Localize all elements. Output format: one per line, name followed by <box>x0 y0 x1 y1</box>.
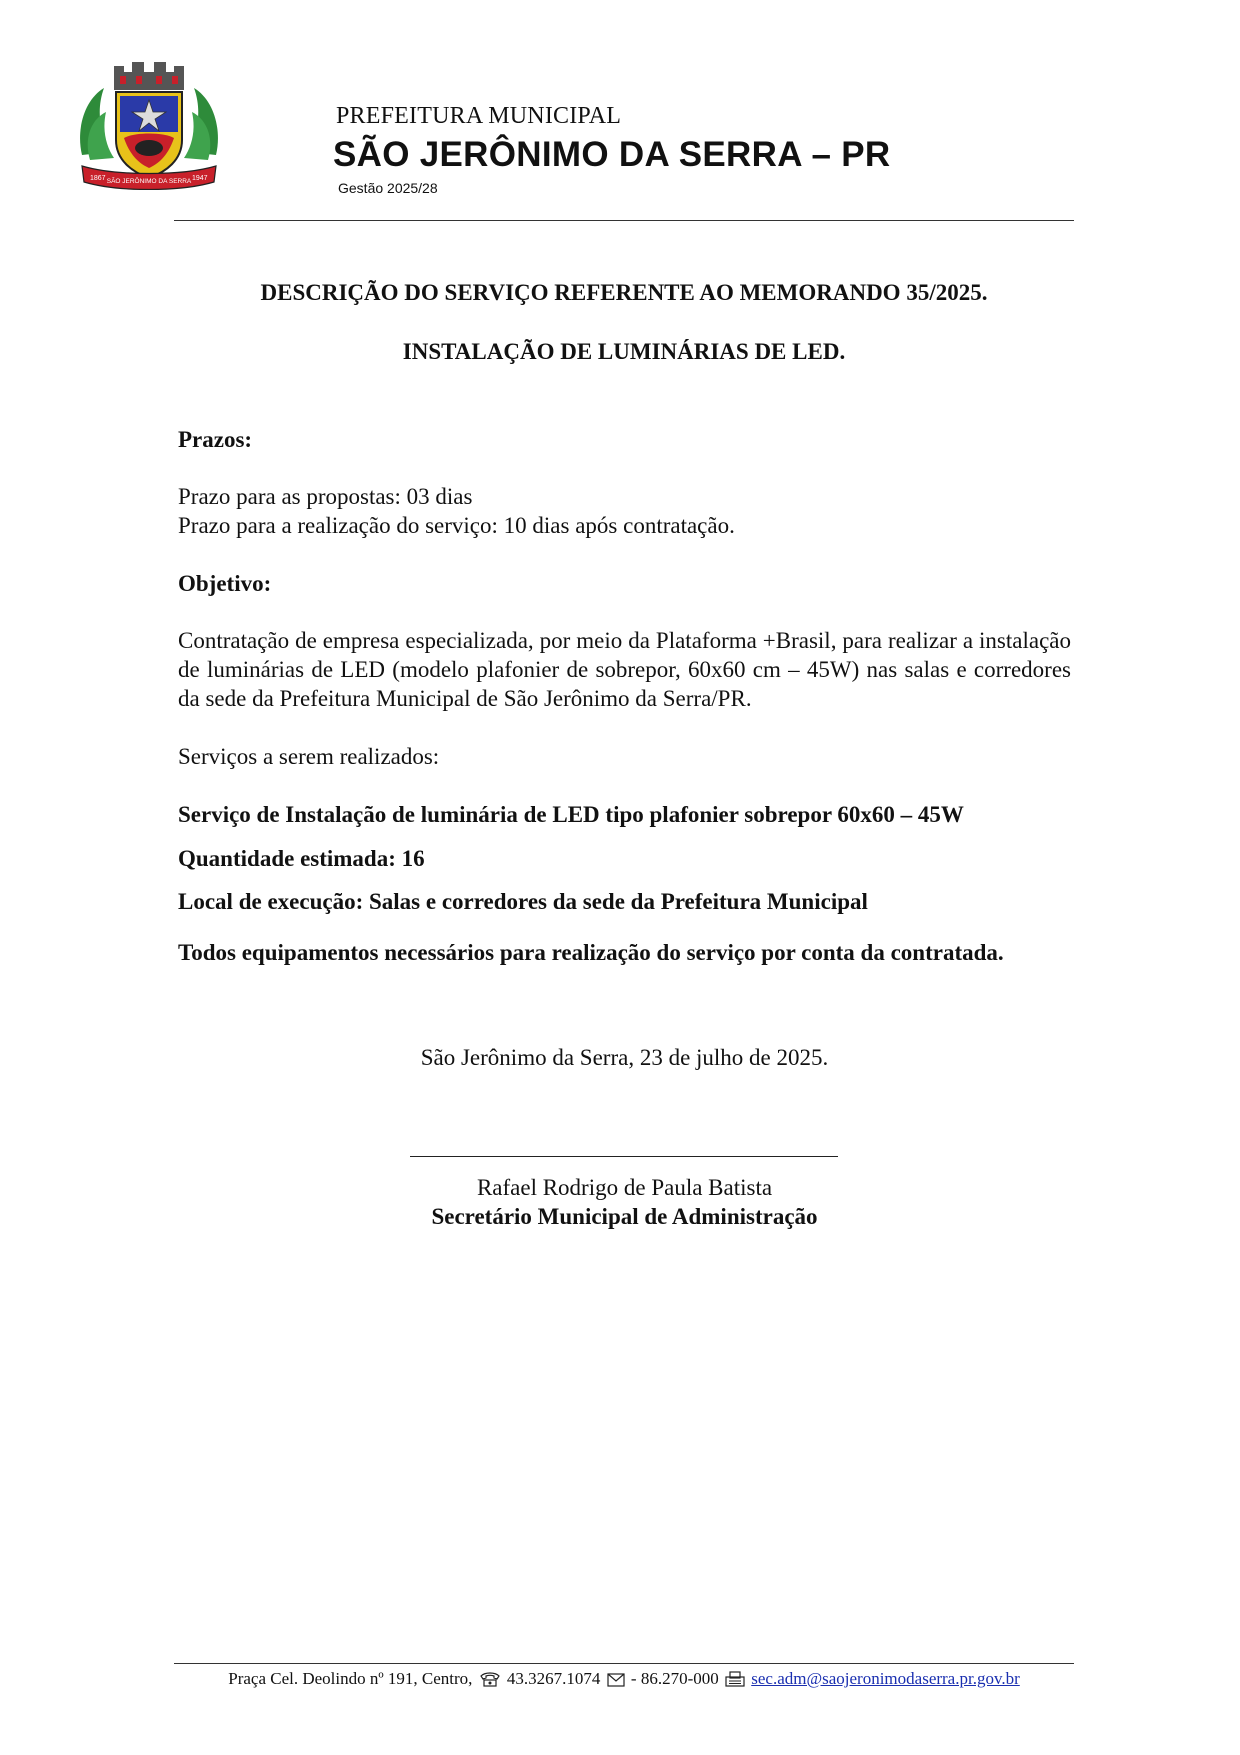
signature-line <box>410 1156 838 1157</box>
footer-phone: 43.3267.1074 <box>506 1669 601 1688</box>
prazo-servico: Prazo para a realização do serviço: 10 dias após contratação. <box>178 513 735 538</box>
servicos-intro: Serviços a serem realizados: <box>178 744 440 769</box>
envelope-icon <box>607 1673 625 1687</box>
crest-banner-left: 1867 <box>90 175 106 182</box>
email-icon <box>725 1671 745 1687</box>
header-municipality: SÃO JERÔNIMO DA SERRA – PR <box>333 135 891 174</box>
prazos-heading: Prazos: <box>178 427 253 452</box>
municipal-crest-logo <box>76 60 222 190</box>
document-date: São Jerônimo da Serra, 23 de julho de 2025. <box>420 1045 829 1070</box>
crest-banner-right: 1947 <box>192 175 208 182</box>
servico-item-description: Serviço de Instalação de luminária de LED tipo plafonier sobrepor 60x60 – 45W <box>178 802 964 827</box>
footer-email-link[interactable]: sec.adm@saojeronimodaserra.pr.gov.br <box>751 1669 1020 1688</box>
document-subtitle: INSTALAÇÃO DE LUMINÁRIAS DE LED. <box>402 339 846 364</box>
objetivo-heading: Objetivo: <box>178 571 272 596</box>
header-gestao: Gestão 2025/28 <box>338 180 438 196</box>
footer-divider <box>174 1663 1074 1664</box>
prazo-propostas: Prazo para as propostas: 03 dias <box>178 484 473 509</box>
objetivo-paragraph: Contratação de empresa especializada, por meio da Plataforma +Brasil, para realizar a instalação de luminárias de LED (modelo plafonier de sobrepor, 60x60 cm – 45W) nas salas e corredores da sede da Prefeitura Municipal de São Jerônimo da Serra/PR. <box>178 628 1071 711</box>
header-prefeitura: PREFEITURA MUNICIPAL <box>336 103 622 129</box>
footer-contact <box>174 1669 1074 1689</box>
servico-item-quantity: Quantidade estimada: 16 <box>178 846 425 871</box>
header-divider <box>174 220 1074 221</box>
servico-item-equipment: Todos equipamentos necessários para realização do serviço por conta da contratada. <box>178 940 1004 965</box>
servico-item-location: Local de execução: Salas e corredores da sede da Prefeitura Municipal <box>178 889 868 914</box>
footer-cep: - 86.270-000 <box>630 1669 719 1688</box>
document-title: DESCRIÇÃO DO SERVIÇO REFERENTE AO MEMORANDO 35/2025. <box>260 280 988 305</box>
footer-address: Praça Cel. Deolindo nº 191, Centro, <box>228 1669 473 1688</box>
signer-name: Rafael Rodrigo de Paula Batista <box>476 1175 773 1200</box>
signer-role: Secretário Municipal de Administração <box>431 1204 818 1229</box>
telephone-icon <box>479 1671 501 1687</box>
crest-banner-center: SÃO JERÔNIMO DA SERRA <box>106 178 192 185</box>
